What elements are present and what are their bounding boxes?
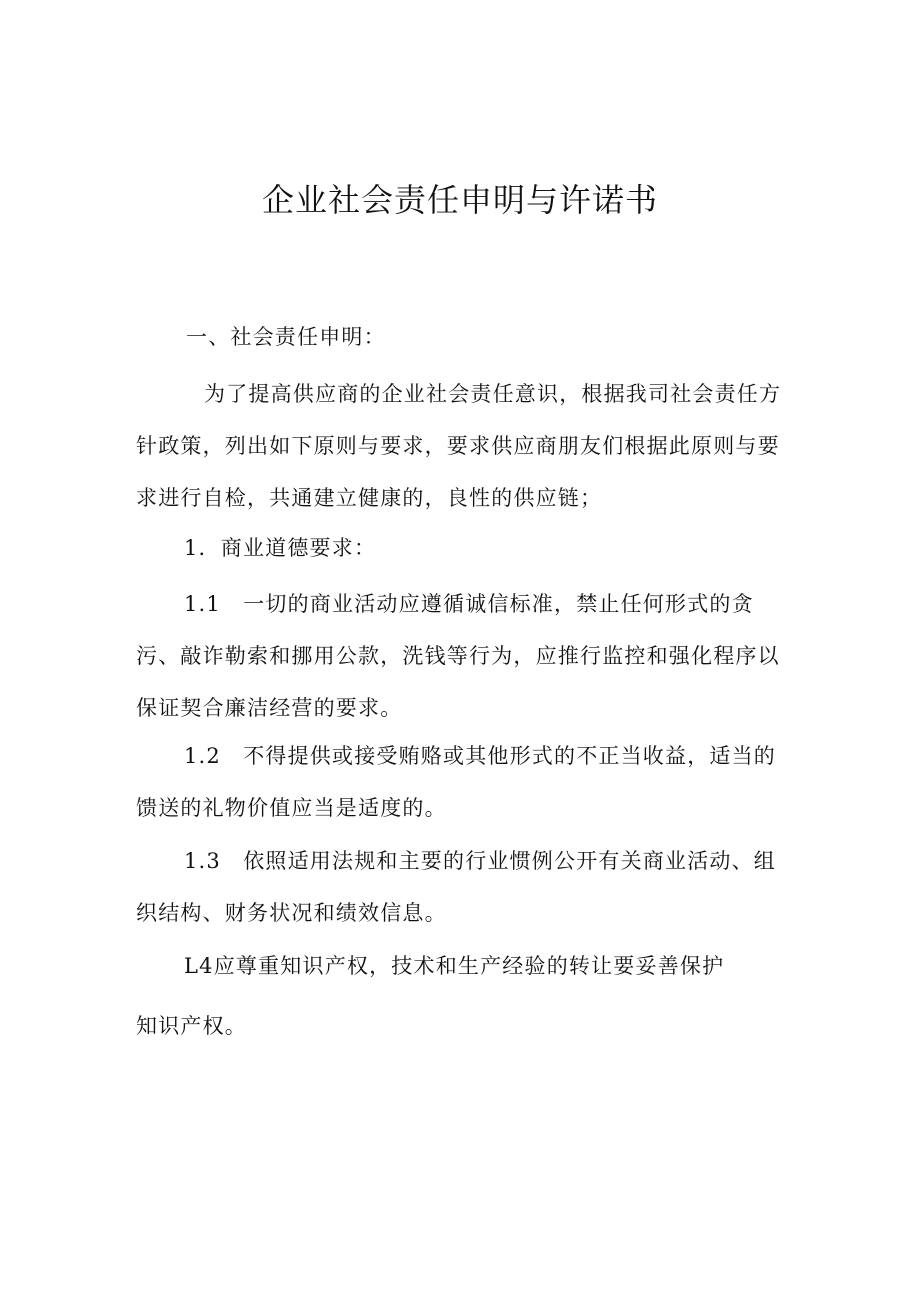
subsection-heading-business-ethics: 1．商业道德要求： (184, 536, 377, 560)
section-heading: 一、社会责任申明： (186, 325, 386, 349)
item-1-2-paragraph: 1.2 不得提供或接受贿赂或其他形式的不正当收益，适当的馈送的礼物价值应当是适度的。 (136, 744, 776, 820)
item-1-3-paragraph: 1.3 依照适用法规和主要的行业惯例公开有关商业活动、组织结构、财务状况和绩效信息。 (136, 849, 776, 925)
item-1-1-paragraph: 1.1 一切的商业活动应遵循诚信标准，禁止任何形式的贪污、敲诈勒索和挪用公款，洗钱等行为，应推行监控和强化程序以保证契合廉洁经营的要求。 (136, 592, 780, 720)
item-1-4-line-1: L4应尊重知识产权，技术和生产经验的转让要妥善保护 (184, 954, 725, 978)
intro-paragraph: 为了提高供应商的企业社会责任意识，根据我司社会责任方针政策，列出如下原则与要求，要求供应商朋友们根据此原则与要求进行自检，共通建立健康的，良性的供应链； (136, 382, 782, 510)
document-title: 企业社会责任申明与许诺书 (261, 181, 658, 219)
item-1-4-line-2: 知识产权。 (136, 1014, 247, 1038)
